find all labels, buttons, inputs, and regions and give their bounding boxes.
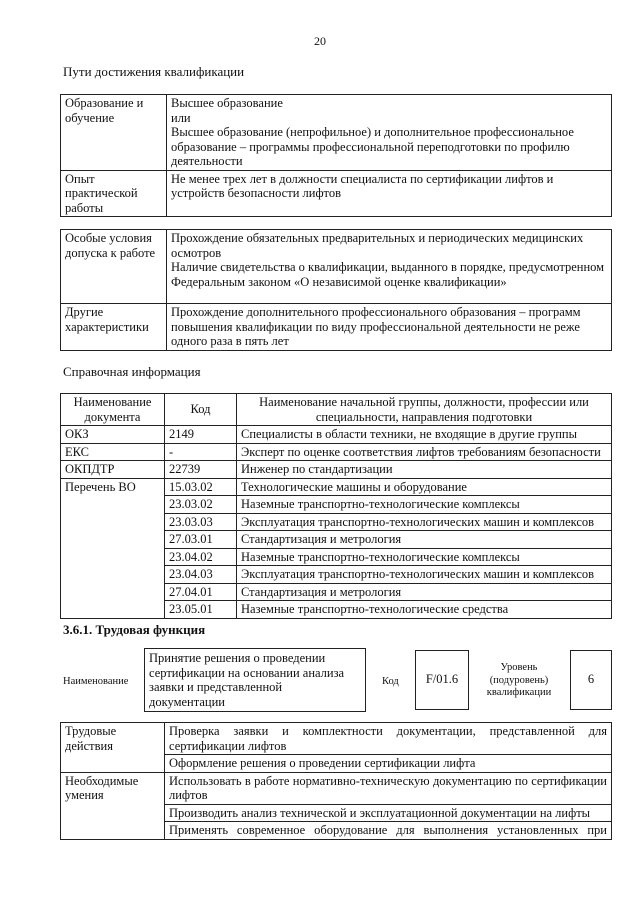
function-code-value: F/01.6 [425, 672, 459, 686]
reference-table [60, 393, 612, 619]
paths-title: Пути достижения квалификации [63, 64, 245, 79]
ref-name: Специалисты в области техники, не входящие в другие группы [237, 426, 612, 444]
table-row [61, 443, 612, 461]
function-level-box [570, 650, 612, 710]
table-row [61, 170, 612, 217]
paths-line: или [171, 110, 191, 125]
header-name: Наименование начальной группы, должности, профессии или специальности, направления подготовки [237, 394, 612, 426]
table-header-row [61, 394, 612, 426]
ref-doc: ОКЗ [61, 426, 165, 444]
skills-item-text: Использовать в работе нормативно-техническую документацию по сертификации лифтов [169, 773, 607, 802]
paths-table [60, 94, 612, 217]
ref-code: 27.04.01 [165, 583, 237, 601]
conditions-value: Прохождение дополнительного профессионального образования – программ повышения квалификации по виду профессиональной деятельности не реже одного раза в пять лет [167, 304, 612, 351]
table-row [61, 95, 612, 171]
header-code: Код [165, 394, 237, 426]
paths-label: Образование и обучение [61, 95, 167, 171]
function-level-value: 6 [587, 672, 595, 686]
paths-label: Опыт практической работы [61, 170, 167, 217]
ref-doc: Перечень ВО [61, 478, 165, 618]
ref-code: 23.04.03 [165, 566, 237, 584]
table-row [61, 461, 612, 479]
conditions-table [60, 229, 612, 351]
skills-item: Применять современное оборудование для выполнения установленных при [165, 822, 612, 840]
ref-code: 2149 [165, 426, 237, 444]
table-row [61, 772, 612, 804]
table-row [61, 723, 612, 755]
skills-label: Необходимые умения [61, 772, 165, 839]
ref-name: Наземные транспортно-технологические средства [237, 601, 612, 619]
table-row [61, 230, 612, 304]
paths-value: Не менее трех лет в должности специалиста по сертификации лифтов и устройств безопасности лифтов [167, 170, 612, 217]
function-level-label: Уровень (подуровень) квалификации [486, 662, 552, 698]
ref-name: Стандартизация и метрология [237, 531, 612, 549]
paths-value [167, 95, 612, 171]
actions-label: Трудовые действия [61, 723, 165, 773]
ref-name: Стандартизация и метрология [237, 583, 612, 601]
header-doc: Наименование документа [61, 394, 165, 426]
ref-doc: ОКПДТР [61, 461, 165, 479]
ref-code: 23.03.02 [165, 496, 237, 514]
conditions-label: Особые условия допуска к работе [61, 230, 167, 304]
ref-name: Эксплуатация транспортно-технологических машин и комплексов [237, 566, 612, 584]
ref-code: 23.05.01 [165, 601, 237, 619]
ref-code: 23.04.02 [165, 548, 237, 566]
function-code-box [415, 650, 469, 710]
function-title: 3.6.1. Трудовая функция [63, 622, 206, 637]
ref-code: 23.03.03 [165, 513, 237, 531]
ref-code: - [165, 443, 237, 461]
conditions-line: Наличие свидетельства о квалификации, выданного в порядке, предусмотренном Федеральным законом «О независимой оценке квалификации» [171, 260, 605, 289]
function-name-box [144, 648, 366, 712]
ref-name: Инженер по стандартизации [237, 461, 612, 479]
ref-name: Наземные транспортно-технологические комплексы [237, 548, 612, 566]
reference-title: Справочная информация [63, 364, 201, 379]
ref-doc: ЕКС [61, 443, 165, 461]
actions-table [60, 722, 612, 840]
ref-code: 15.03.02 [165, 478, 237, 496]
ref-code: 27.03.01 [165, 531, 237, 549]
actions-item: Оформление решения о проведении сертификации лифта [165, 755, 612, 773]
ref-name: Эксперт по оценке соответствия лифтов требованиям безопасности [237, 443, 612, 461]
conditions-line: Прохождение обязательных предварительных и периодических медицинских осмотров [171, 231, 584, 260]
ref-name: Наземные транспортно-технологические комплексы [237, 496, 612, 514]
ref-name: Эксплуатация транспортно-технологических машин и комплексов [237, 513, 612, 531]
function-code-label: Код [382, 676, 399, 687]
table-row [61, 478, 612, 496]
conditions-value [167, 230, 612, 304]
ref-code: 22739 [165, 461, 237, 479]
paths-line: Высшее образование (непрофильное) и дополнительное профессиональное образование – программы профессиональной переподготовки по профилю деятельности [171, 125, 574, 168]
ref-name: Технологические машины и оборудование [237, 478, 612, 496]
conditions-label: Другие характеристики [61, 304, 167, 351]
actions-item-text: Проверка заявки и комплектности документации, представленной для сертификации лифтов [169, 724, 607, 753]
skills-item: Производить анализ технической и эксплуатационной документации на лифты [165, 804, 612, 822]
function-name-label: Наименование [63, 676, 129, 687]
actions-item [165, 723, 612, 755]
table-row [61, 304, 612, 351]
skills-item [165, 772, 612, 804]
page-number: 20 [314, 34, 326, 48]
function-name-value: Принятие решения о проведении сертификации на основании анализа заявки и представленной документации [149, 651, 345, 709]
paths-line: Высшее образование [171, 96, 283, 110]
table-row [61, 426, 612, 444]
